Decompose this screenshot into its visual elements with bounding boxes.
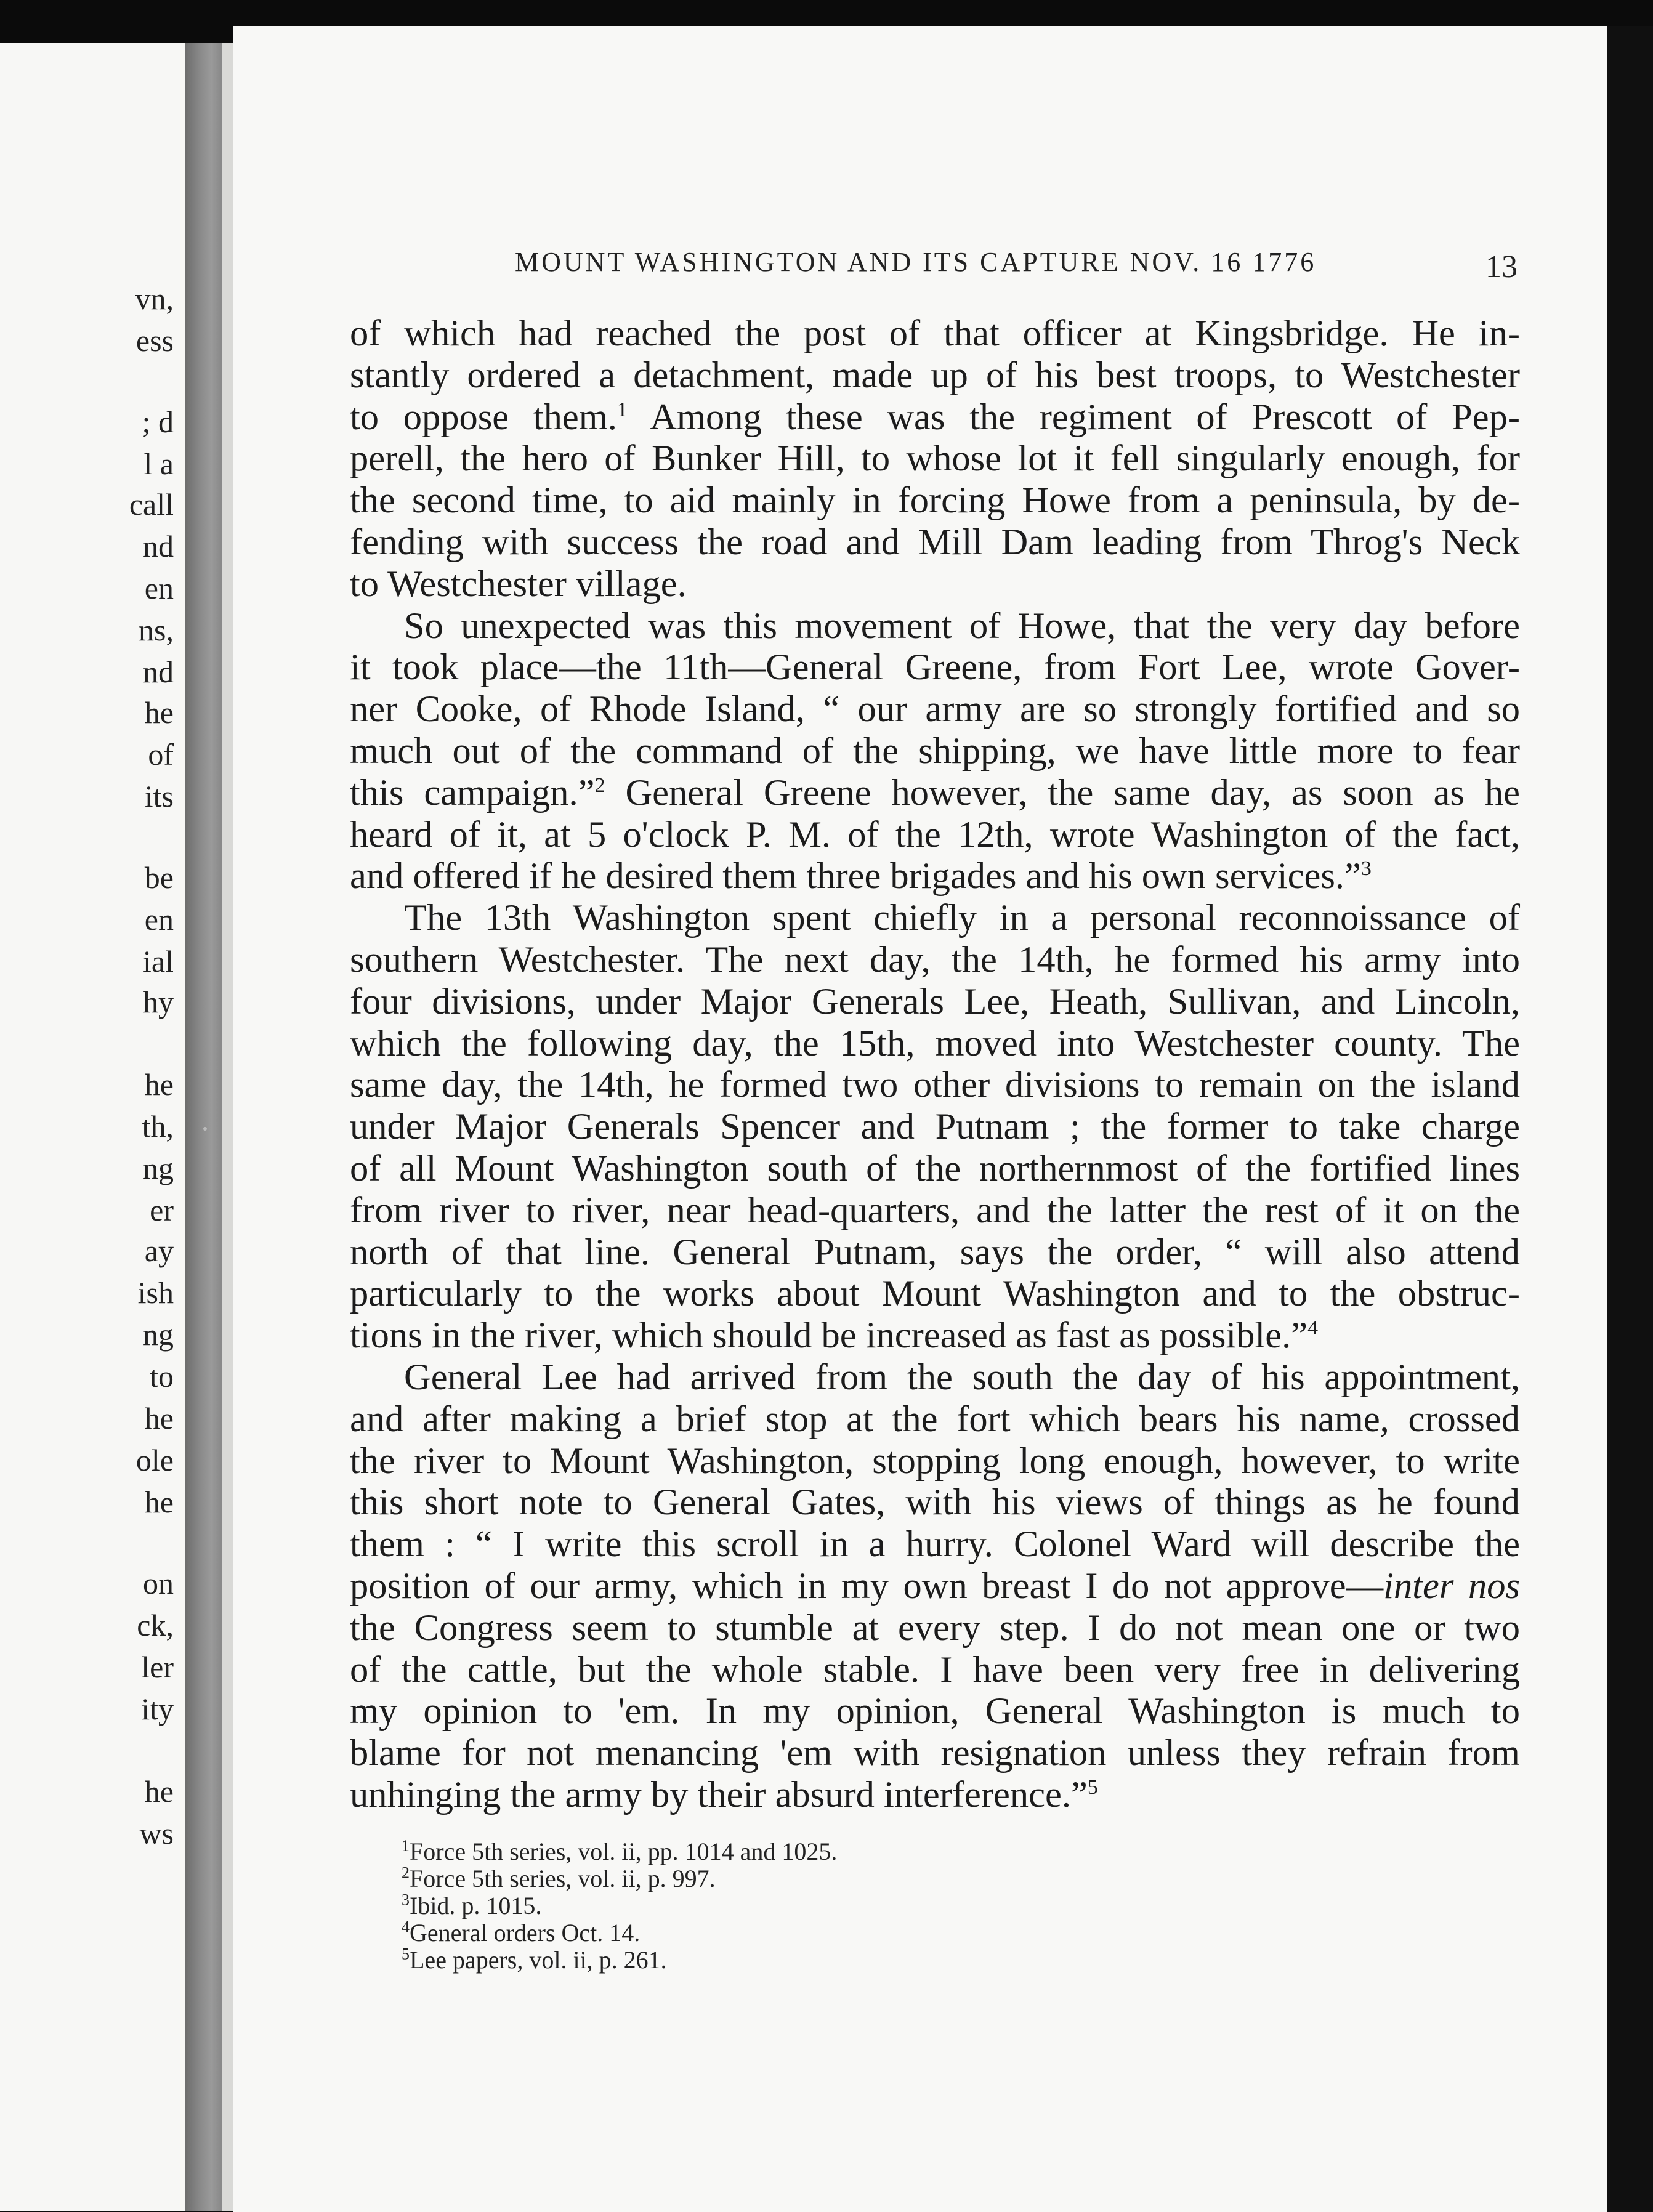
left-page-fragment-line: ole [135,1443,174,1477]
footnote-reference: 4 [1307,1316,1319,1339]
text-line [350,688,1520,730]
text-line [350,1023,1520,1065]
left-page-fragment-line: ng [143,1317,174,1352]
footnote-mark: 5 [402,1945,410,1963]
text-line [350,730,1520,772]
footnote-text: Force 5th series, vol. ii, pp. 1014 and 1025. [410,1838,838,1865]
left-page-fragment-line: en [144,902,174,937]
text-line [350,1482,1520,1524]
text-line-content: north of that line. General Putnam, says the order, “ will also attend [350,1231,1520,1273]
text-line [350,563,1520,605]
footnote-reference: 5 [1087,1775,1098,1799]
text-line-content: which the following day, the 15th, moved into Westchester county. The [350,1022,1520,1064]
text-line-content: this campaign.” [350,772,595,813]
text-line-content: four divisions, under Major Generals Lee, Heath, Sullivan, and Lincoln, [350,980,1520,1022]
text-line-content: to Westchester village. [350,563,687,605]
scan-speck [203,1127,207,1131]
left-page-fragment-line: ns, [139,613,174,647]
page-number: 13 [1485,249,1518,285]
text-line [350,855,1520,897]
text-line-content: of all Mount Washington south of the northernmost of the fortified lines [350,1147,1520,1189]
left-page-fragment-line: ws [139,1816,174,1851]
text-line-content: of which had reached the post of that officer at Kingsbridge. He in- [350,313,1520,354]
left-page-fragment-line: ck, [137,1608,174,1642]
left-page-fragment-line: nd [143,655,174,689]
text-line [350,438,1520,480]
footnote-text: Ibid. p. 1015. [410,1892,542,1919]
left-page-fragment-line: ial [143,944,174,979]
text-line [350,1607,1520,1649]
left-page-fragment-line: ity [141,1692,174,1726]
left-page-fragment-line: hy [143,985,174,1019]
text-line [350,1649,1520,1691]
text-line-content: and after making a brief stop at the fort which bears his name, crossed [350,1398,1520,1440]
text-line [350,1273,1520,1315]
text-line-content: the Congress seem to stumble at every step. I do not mean one or two [350,1607,1520,1649]
text-line-content: stantly ordered a detachment, made up of his best troops, to Westchester [350,354,1520,396]
text-line-content: my opinion to 'em. In my opinion, General Washington is much to [350,1690,1520,1732]
text-line [350,1690,1520,1732]
left-page-fragment-line: he [144,695,174,730]
text-line-content: fending with success the road and Mill Dam leading from Throg's Neck [350,521,1520,563]
text-line-content: ner Cooke, of Rhode Island, “ our army are so strongly fortified and so [350,688,1520,730]
text-line-continuation: General Greene however, the same day, as soon as he [605,772,1520,813]
left-page-fragment-line: to [150,1359,174,1394]
text-line [350,1315,1520,1357]
text-line-content: So unexpected was this movement of Howe, that the very day before [404,605,1520,647]
text-line-content: this short note to General Gates, with his views of things as he found [350,1482,1520,1524]
left-page-fragment-line: of [148,737,174,772]
text-line [350,1357,1520,1399]
left-page-fragment-line: ess [135,323,174,358]
text-line-content: blame for not menancing 'em with resignation unless they refrain from [350,1732,1520,1774]
text-line-content: The 13th Washington spent chiefly in a personal reconnoissance of [404,897,1520,939]
text-line-content: much out of the command of the shipping, we have little more to fear [350,730,1520,772]
text-line [350,1565,1520,1607]
left-page-fragment-line: vn, [135,281,174,316]
left-page-fragment-line: he [144,1401,174,1435]
text-line [350,1399,1520,1440]
text-line-content: perell, the hero of Bunker Hill, to whose lot it fell singularly enough, for [350,438,1520,480]
footnote-reference: 2 [594,773,605,797]
left-page-fragment-line: he [144,1774,174,1809]
left-page-fragment-line: be [144,860,174,895]
left-page-fragment-line: he [144,1067,174,1102]
text-line [350,1524,1520,1565]
text-line-content: the river to Mount Washington, stopping long enough, however, to write [350,1440,1520,1482]
text-line-content: the second time, to aid mainly in forcing Howe from a peninsula, by de- [350,480,1520,522]
page-edge [222,43,234,2211]
left-page-fragment-line: ay [144,1233,174,1268]
text-line-content: General Lee had arrived from the south the day of his appointment, [404,1356,1520,1398]
text-line [350,355,1520,397]
footnote-reference: 3 [1360,857,1372,881]
text-line-content: of the cattle, but the whole stable. I have been very free in delivering [350,1649,1520,1690]
footnote-mark: 2 [402,1863,410,1882]
footnote-text: General orders Oct. 14. [410,1919,641,1947]
text-line-content: to oppose them. [350,396,617,438]
footnote-mark: 4 [402,1918,410,1936]
body-text [350,313,1520,1816]
footnote-text: Force 5th series, vol. ii, p. 997. [410,1865,716,1892]
text-line-content: it took place—the 11th—General Greene, from Fort Lee, wrote Gover- [350,647,1520,688]
left-page-fragment-line: th, [142,1109,174,1144]
left-page-fragment-line: er [150,1193,174,1227]
left-page-fragment-line: he [144,1485,174,1519]
text-line [350,397,1520,438]
text-line [350,1232,1520,1274]
footnotes [402,1838,1141,1974]
text-line [350,605,1520,647]
footnote [402,1838,1141,1865]
scan-border [1607,26,1653,2212]
text-line-content: tions in the river, which should be increased as fast as possible.” [350,1315,1308,1357]
text-line [350,313,1520,355]
text-line-content: same day, the 14th, he formed two other divisions to remain on the island [350,1064,1520,1106]
left-page-fragment-line: nd [143,529,174,563]
left-page-fragment-line: l a [143,446,174,481]
text-line [350,897,1520,939]
text-line [350,1148,1520,1190]
text-line-content: from river to river, near head-quarters, and the latter the rest of it on the [350,1189,1520,1231]
text-line-content: particularly to the works about Mount Washington and to the obstruc- [350,1273,1520,1315]
text-line-continuation: Among these was the regiment of Prescott of Pep- [627,396,1520,438]
text-line [350,1440,1520,1482]
left-page-fragment-line: on [143,1566,174,1600]
text-line [350,939,1520,981]
text-line-content: position of our army, which in my own breast I do not approve— [350,1565,1384,1607]
text-line-content: them : “ I write this scroll in a hurry. Colonel Ward will describe the [350,1524,1520,1565]
left-page-fragment-line: en [144,571,174,605]
footnote-reference: 1 [616,398,628,421]
footnote-mark: 1 [402,1836,410,1855]
text-line [350,522,1520,563]
footnote [402,1892,1141,1919]
text-line-content: southern Westchester. The next day, the 14th, he formed his army into [350,938,1520,980]
text-line-content: under Major Generals Spencer and Putnam ; the former to take charge [350,1106,1520,1148]
footnote [402,1947,1141,1974]
left-page-fragment-line: ler [141,1650,174,1684]
footnote [402,1919,1141,1947]
text-line [350,814,1520,856]
left-page-fragment [0,43,191,2211]
text-line-content: and offered if he desired them three brigades and his own services.” [350,855,1361,897]
text-line-content: unhinging the army by their absurd interference.” [350,1774,1088,1815]
footnote [402,1865,1141,1892]
text-line [350,1064,1520,1106]
footnote-mark: 3 [402,1891,410,1909]
running-head: MOUNT WASHINGTON AND ITS CAPTURE NOV. 16 1776 [515,247,1317,277]
text-line [350,1774,1520,1816]
text-line [350,1106,1520,1148]
left-page-fragment-line: its [144,779,174,813]
text-line [350,1732,1520,1774]
text-line [350,772,1520,814]
text-line [350,480,1520,522]
left-page-fragment-line: ; d [142,405,174,439]
footnote-text: Lee papers, vol. ii, p. 261. [410,1946,667,1974]
text-line [350,1190,1520,1232]
left-page-fragment-line: ng [143,1151,174,1185]
italic-phrase: inter nos [1383,1565,1521,1607]
text-line-content: heard of it, at 5 o'clock P. M. of the 12th, wrote Washington of the fact, [350,813,1520,855]
left-page-fragment-line: ish [137,1275,174,1310]
text-line [350,647,1520,688]
text-line [350,981,1520,1023]
left-page-fragment-line: call [129,487,174,522]
